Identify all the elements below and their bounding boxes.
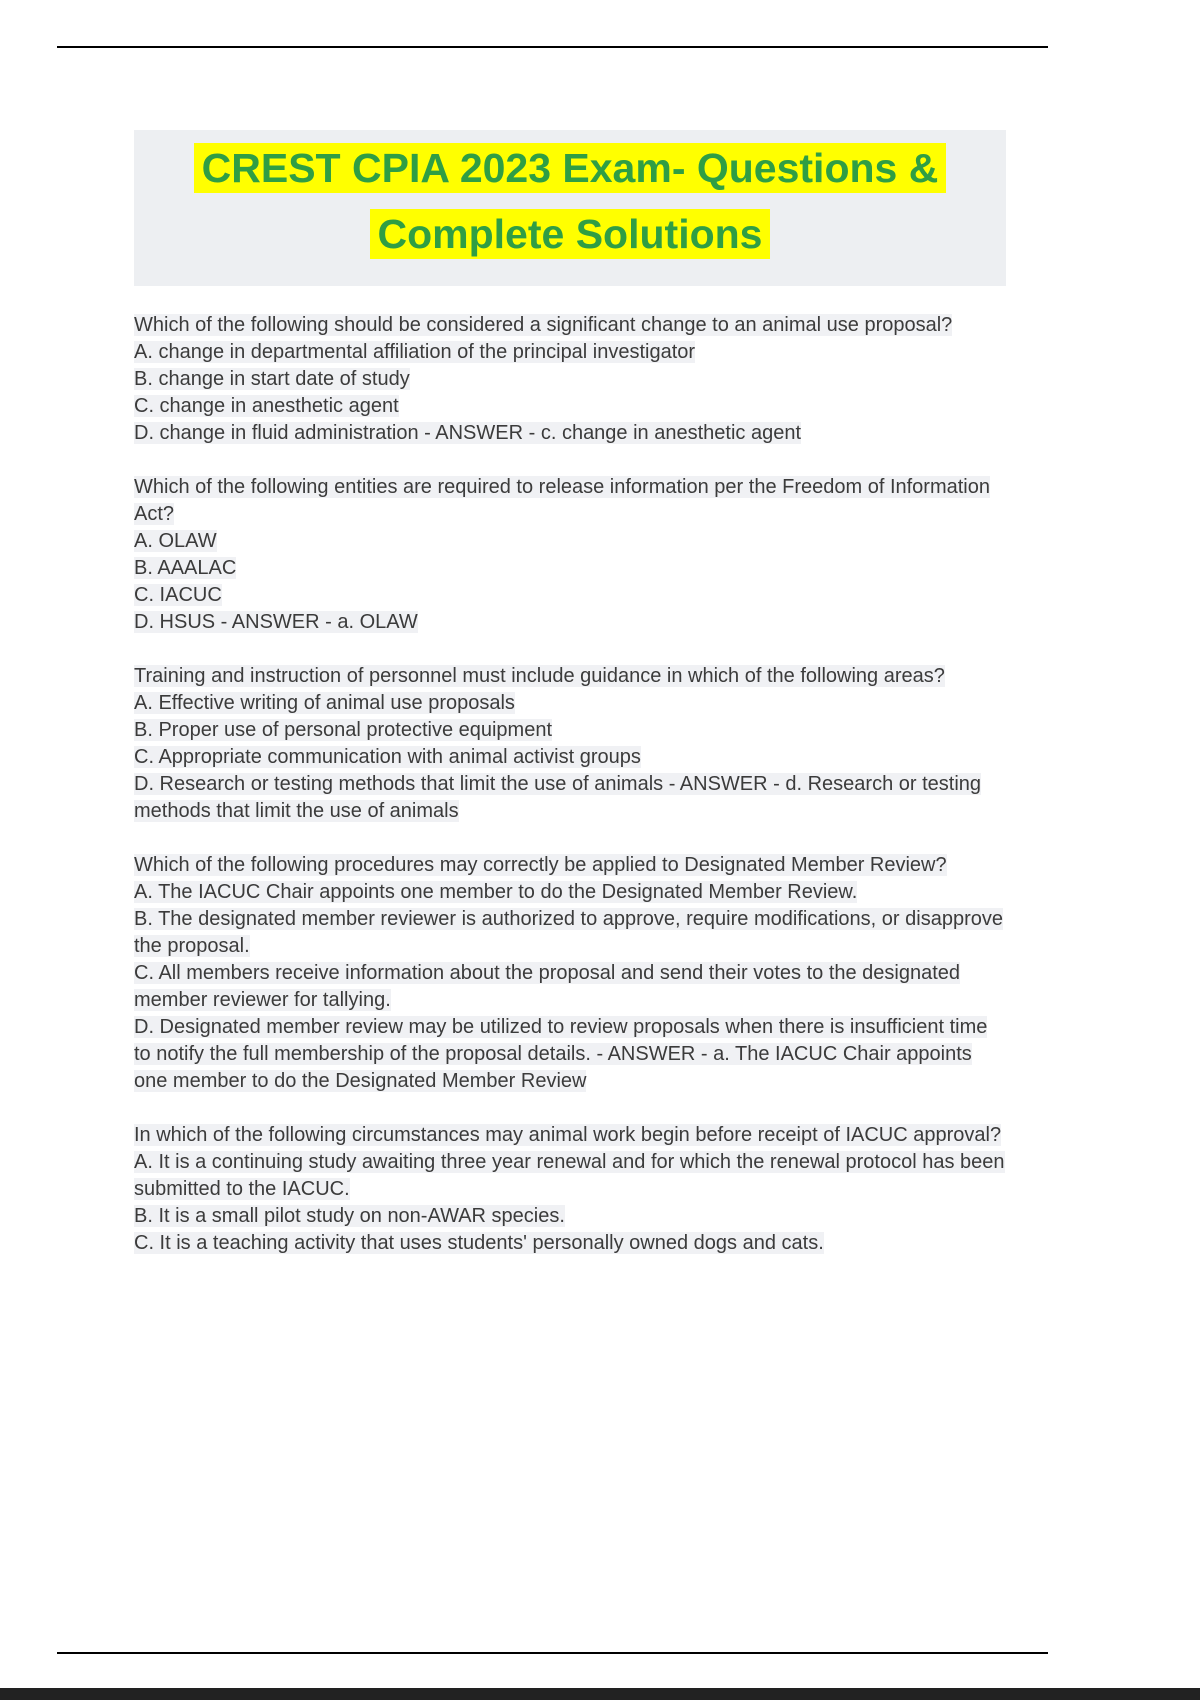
question-block (134, 474, 1006, 636)
answer-option: B. Proper use of personal protective equipment (134, 719, 553, 741)
answer-option: B. It is a small pilot study on non-AWAR species. (134, 1205, 565, 1227)
question-text: Which of the following entities are required to release information per the Freedom of Information Act? (134, 476, 990, 525)
answer-option: C. IACUC (134, 584, 222, 606)
answer-option: A. Effective writing of animal use proposals (134, 692, 515, 714)
question-text: Which of the following should be considered a significant change to an animal use proposal? (134, 314, 953, 336)
title-row (134, 140, 1006, 206)
answer-option: B. change in start date of study (134, 368, 410, 390)
question-block (134, 663, 1006, 825)
answer-option: D. Designated member review may be utilized to review proposals when there is insufficient time to notify the full membership of the proposal details. - ANSWER - a. The IACUC Chair appoints one member to do the Designated Member Review (134, 1016, 988, 1092)
answer-option: A. OLAW (134, 530, 217, 552)
answer-option: D. Research or testing methods that limit the use of animals - ANSWER - d. Research or testing methods that limit the use of animals (134, 773, 982, 822)
answer-option: B. The designated member reviewer is authorized to approve, require modifications, or disapprove the proposal. (134, 908, 1003, 957)
answer-option: A. The IACUC Chair appoints one member to do the Designated Member Review. (134, 881, 858, 903)
answer-option: D. change in fluid administration - ANSWER - c. change in anesthetic agent (134, 422, 802, 444)
answer-option: A. It is a continuing study awaiting three year renewal and for which the renewal protocol has been submitted to the IACUC. (134, 1151, 1005, 1200)
answer-option: C. All members receive information about the proposal and send their votes to the designated member reviewer for tallying. (134, 962, 961, 1011)
footer-rule (57, 1652, 1048, 1654)
document-title (134, 130, 1006, 286)
question-block (134, 312, 1006, 447)
page-title-line-2: Complete Solutions (370, 209, 771, 259)
questions-list (134, 312, 1006, 1257)
document-content (134, 130, 1006, 1284)
page-bottom-edge (0, 1688, 1200, 1700)
answer-option: C. change in anesthetic agent (134, 395, 399, 417)
question-text: In which of the following circumstances may animal work begin before receipt of IACUC approval? (134, 1124, 1002, 1146)
page-title-line-1: CREST CPIA 2023 Exam- Questions & (194, 143, 947, 193)
answer-option: C. Appropriate communication with animal activist groups (134, 746, 641, 768)
header-rule (57, 46, 1048, 48)
answer-option: B. AAALAC (134, 557, 237, 579)
answer-option: C. It is a teaching activity that uses students' personally owned dogs and cats. (134, 1232, 824, 1254)
answer-option: D. HSUS - ANSWER - a. OLAW (134, 611, 418, 633)
question-block (134, 1122, 1006, 1257)
question-block (134, 852, 1006, 1095)
question-text: Which of the following procedures may correctly be applied to Designated Member Review? (134, 854, 947, 876)
question-text: Training and instruction of personnel must include guidance in which of the following areas? (134, 665, 945, 687)
title-row (134, 206, 1006, 272)
answer-option: A. change in departmental affiliation of the principal investigator (134, 341, 696, 363)
